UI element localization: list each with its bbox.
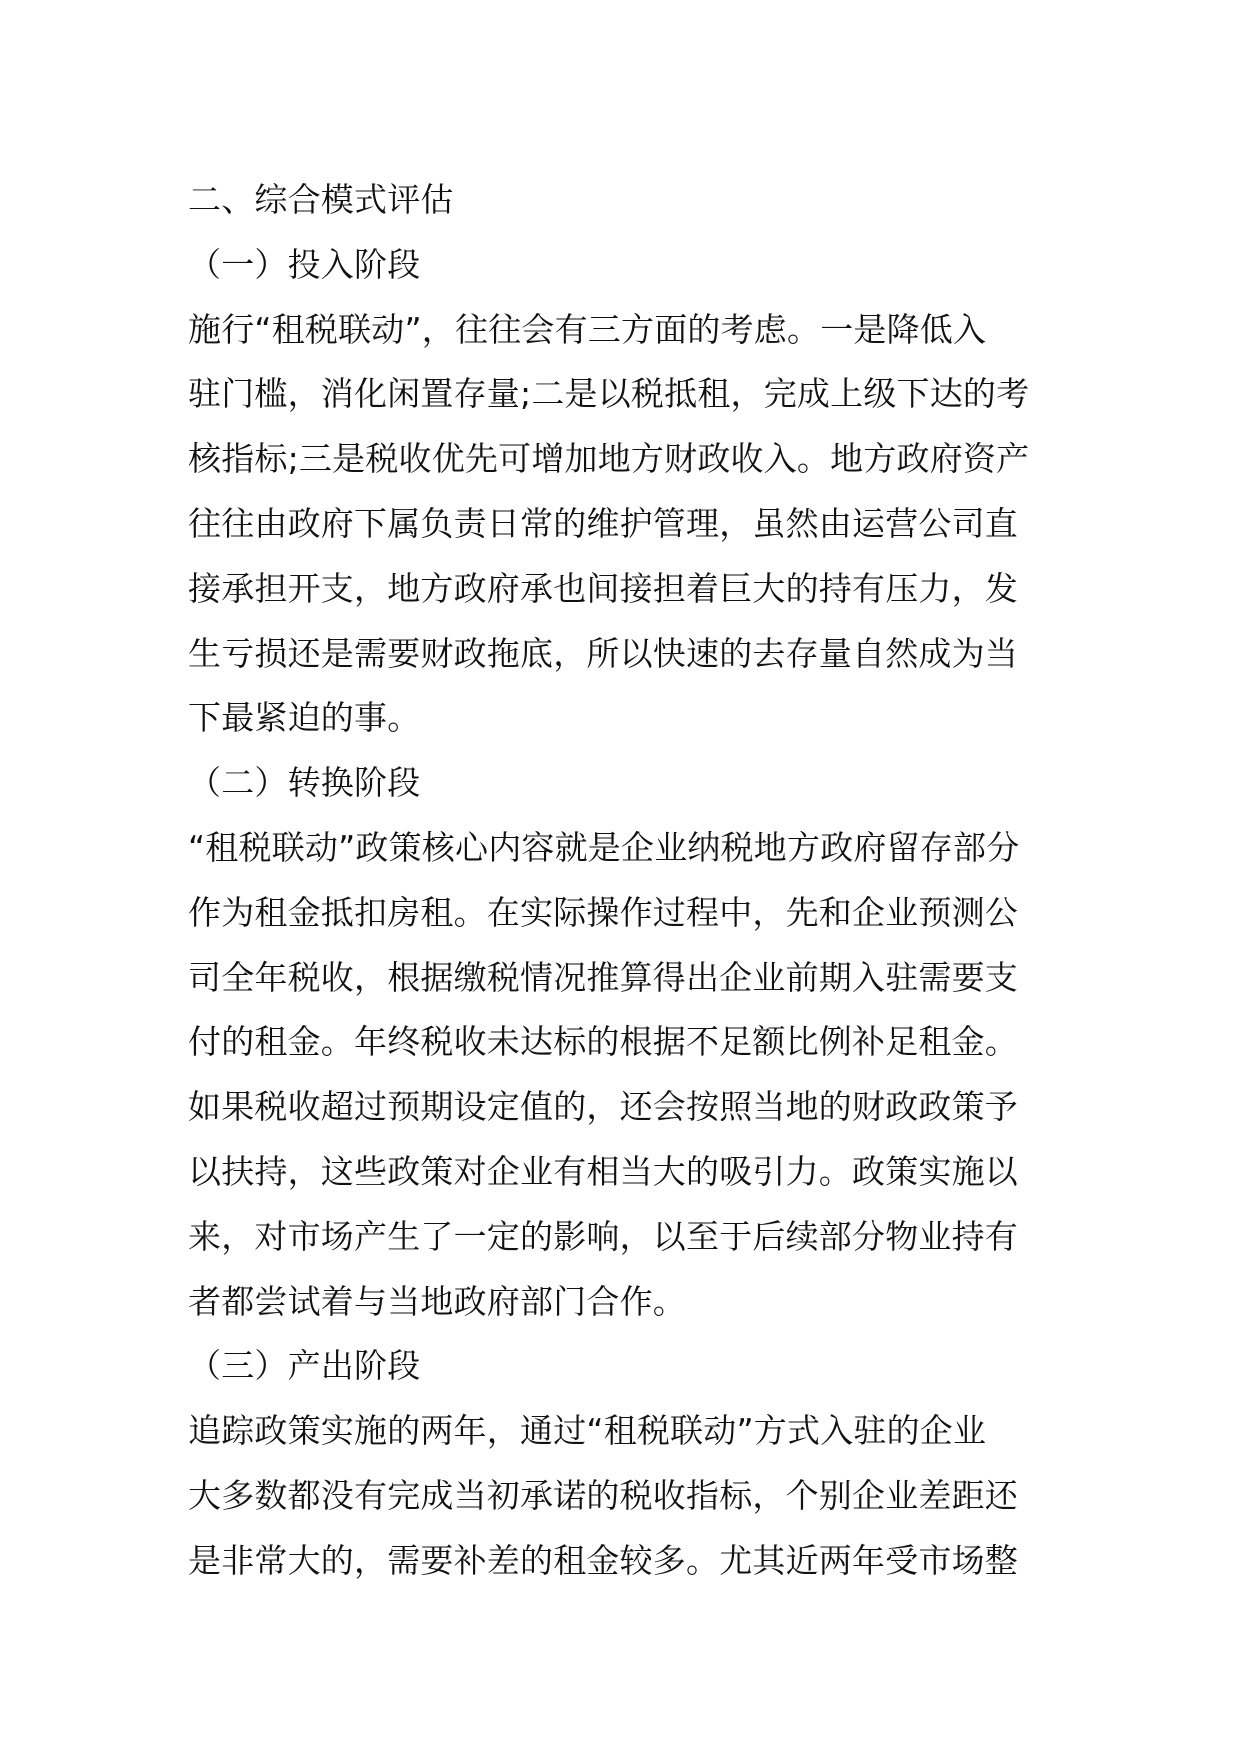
- paragraph-line: 大多数都没有完成当初承诺的税收指标，个别企业差距还: [188, 1475, 1018, 1515]
- paragraph-line: 下最紧迫的事。: [188, 698, 421, 738]
- paragraph-line: 施行“租税联动”，往往会有三方面的考虑。一是降低入: [188, 309, 987, 349]
- document-body: [188, 168, 1066, 1594]
- section-title-input-stage: （一）投入阶段: [188, 244, 421, 284]
- paragraph-line: 司全年税收，根据缴税情况推算得出企业前期入驻需要支: [188, 957, 1018, 997]
- paragraph-line: 追踪政策实施的两年，通过“租税联动”方式入驻的企业: [188, 1411, 987, 1451]
- section-title-conversion-stage: （二）转换阶段: [188, 763, 421, 803]
- paragraph-line: 是非常大的，需要补差的租金较多。尤其近两年受市场整: [188, 1540, 1018, 1580]
- section-title-output-stage: （三）产出阶段: [188, 1346, 421, 1386]
- paragraph-line: 生亏损还是需要财政拖底，所以快速的去存量自然成为当: [188, 633, 1018, 673]
- paragraph-line: 付的租金。年终税收未达标的根据不足额比例补足租金。: [188, 1022, 1018, 1062]
- paragraph-line: 接承担开支，地方政府承也间接担着巨大的持有压力，发: [188, 568, 1018, 608]
- paragraph-line: 往往由政府下属负责日常的维护管理，虽然由运营公司直: [188, 503, 1018, 543]
- paragraph-line: 来，对市场产生了一定的影响，以至于后续部分物业持有: [188, 1216, 1018, 1256]
- paragraph-line: 以扶持，这些政策对企业有相当大的吸引力。政策实施以: [188, 1151, 1018, 1191]
- paragraph-line: 作为租金抵扣房租。在实际操作过程中，先和企业预测公: [188, 892, 1018, 932]
- paragraph-line: 驻门槛，消化闲置存量;二是以税抵租，完成上级下达的考: [188, 374, 1030, 414]
- paragraph-line: 如果税收超过预期设定值的，还会按照当地的财政政策予: [188, 1087, 1018, 1127]
- paragraph-line: “租税联动”政策核心内容就是企业纳税地方政府留存部分: [188, 827, 1020, 867]
- paragraph-line: 核指标;三是税收优先可增加地方财政收入。地方政府资产: [188, 439, 1030, 479]
- paragraph-line: 者都尝试着与当地政府部门合作。: [188, 1281, 686, 1321]
- page-heading: 二、综合模式评估: [188, 180, 454, 219]
